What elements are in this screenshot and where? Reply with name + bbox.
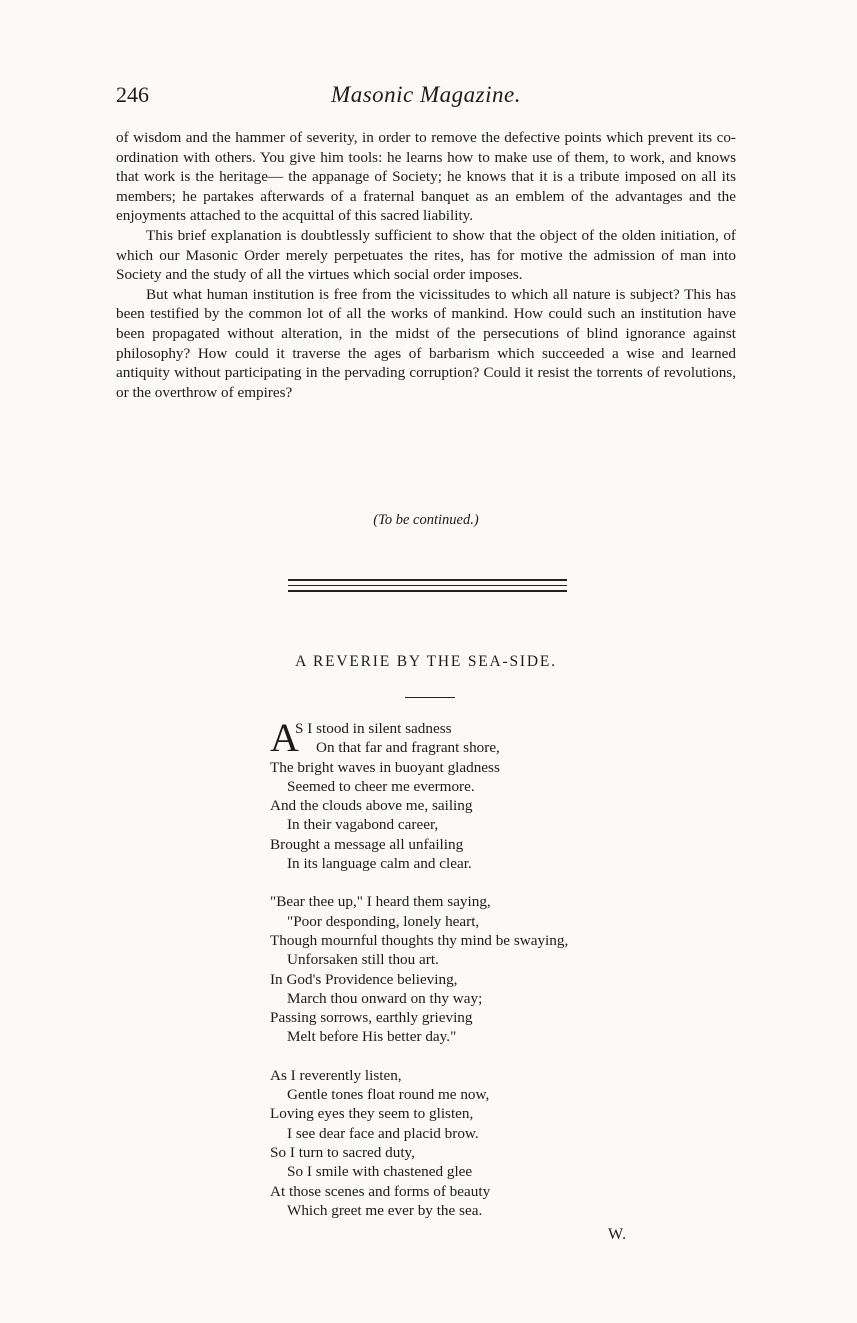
author-signature: W.	[608, 1226, 627, 1243]
page-number: 246	[116, 82, 149, 107]
page-header	[116, 82, 736, 112]
poem-line: So I turn to sacred duty,	[270, 1143, 415, 1161]
poem-line: I see dear face and placid brow.	[287, 1124, 479, 1142]
poem-line: Though mournful thoughts thy mind be swaying,	[270, 931, 569, 949]
poem-line: Brought a message all unfailing	[270, 835, 464, 853]
poem-line: The bright waves in buoyant gladness	[270, 758, 500, 776]
poem-line: "Poor desponding, lonely heart,	[287, 912, 480, 930]
title-underline-rule	[405, 697, 455, 698]
article-body	[116, 128, 736, 402]
poem-line: On that far and fragrant shore,	[316, 739, 500, 757]
section-divider-rule	[288, 590, 567, 592]
poem-line: Loving eyes they seem to glisten,	[270, 1105, 474, 1123]
article-paragraph: of wisdom and the hammer of severity, in order to remove the defective points which prevent its co-ordination with others. You give him tools: he learns how to make use of them, to work, and knows that work is the heritage— the appanage of Society; he knows that it is a tribute imposed on all its members; he partakes afterwards of a fraternal banquet as an emblem of the advantages and the enjoyments attached to the acquittal of this sacred liability.	[116, 129, 736, 225]
article-paragraph: But what human institution is free from the vicissitudes to which all nature is subject? This has been testified by the common lot of all the works of mankind. How could such an institution have been propagated without alteration, in the midst of the persecutions of blind ignorance against philosophy? How could it traverse the ages of barbarism which succeeded a wise and learned antiquity without participating in the pervading corruption? Could it resist the torrents of revolutions, or the overthrow of empires?	[116, 285, 736, 401]
to-be-continued-note: (To be continued.)	[373, 512, 479, 528]
poem-body	[270, 715, 690, 1239]
poem-line: Which greet me ever by the sea.	[287, 1201, 483, 1219]
poem-line: At those scenes and forms of beauty	[270, 1182, 491, 1200]
poem-line: Melt before His better day."	[287, 1028, 457, 1046]
poem-line: March thou onward on thy way;	[287, 989, 483, 1007]
section-divider-rule	[288, 585, 567, 586]
poem-line: And the clouds above me, sailing	[270, 797, 473, 815]
poem-line: In God's Providence believing,	[270, 970, 458, 988]
poem-line-text: S I stood in silent sadness	[295, 720, 452, 737]
poem-line: So I smile with chastened glee	[287, 1163, 473, 1181]
drop-cap: A	[270, 715, 299, 760]
poem-line: "Bear thee up," I heard them saying,	[270, 893, 491, 911]
article-paragraph: This brief explanation is doubtlessly sufficient to show that the object of the olden initiation, of which our Masonic Order merely perpetuates the rites, has for motive the admission of man into Society and the study of all the virtues which social order imposes.	[116, 226, 736, 284]
poem-line: Gentle tones float round me now,	[287, 1086, 490, 1104]
poem-title: A REVERIE BY THE SEA-SIDE.	[295, 653, 557, 670]
poem-stanza	[270, 892, 690, 1046]
poem-stanza	[270, 1066, 690, 1220]
poem-line: As I reverently listen,	[270, 1066, 402, 1084]
section-divider-rule	[288, 579, 567, 581]
running-title: Masonic Magazine.	[331, 82, 521, 107]
poem-line: Passing sorrows, earthly grieving	[270, 1009, 473, 1027]
poem-line: Unforsaken still thou art.	[287, 951, 439, 969]
poem-stanza	[270, 715, 690, 873]
poem-line: In its language calm and clear.	[287, 855, 472, 873]
poem-line: Seemed to cheer me evermore.	[287, 777, 475, 795]
poem-line: In their vagabond career,	[287, 816, 439, 834]
